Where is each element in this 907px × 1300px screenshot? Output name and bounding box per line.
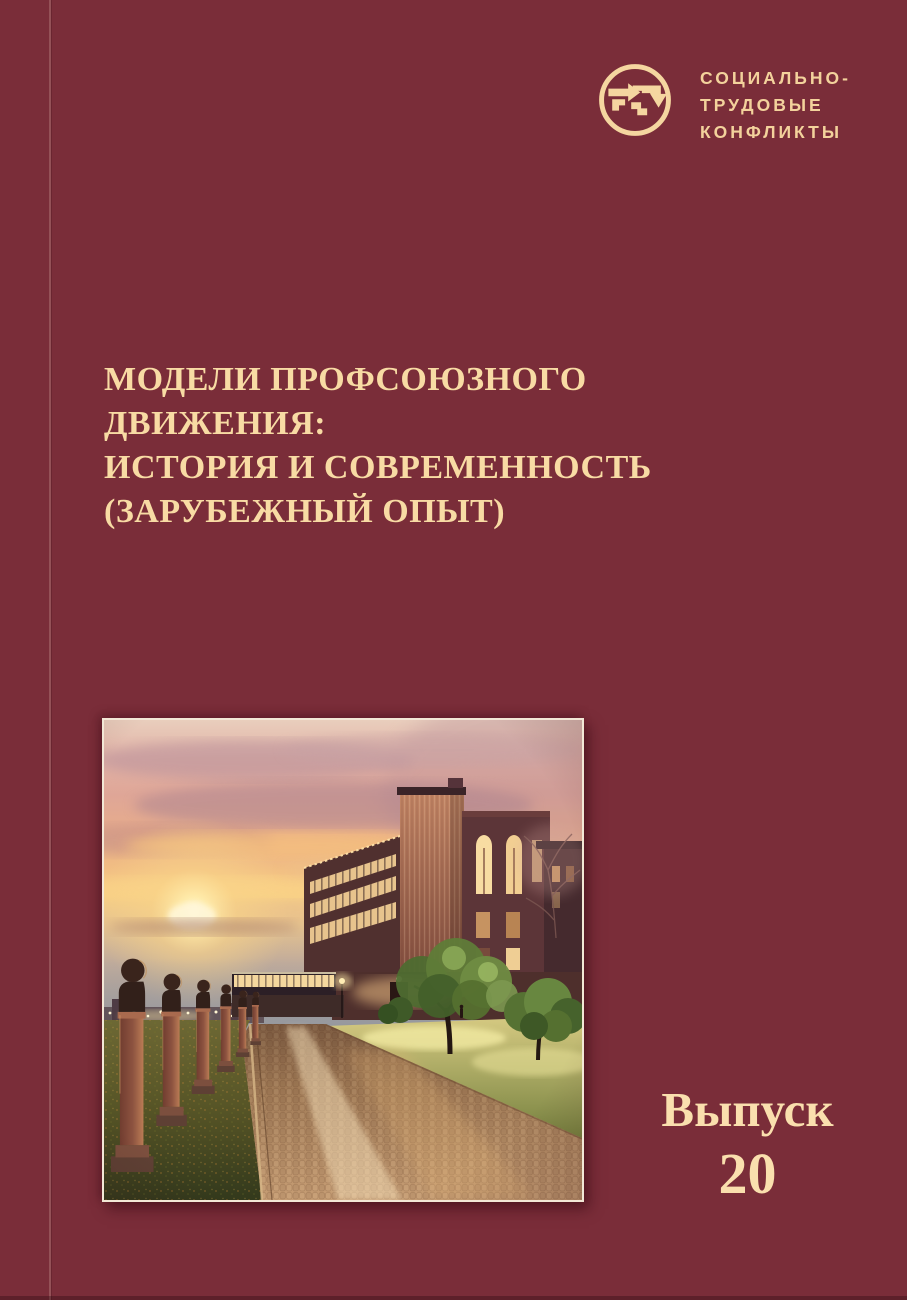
issue-number: 20 [718,1141,777,1207]
issue-label: Выпуск [661,1082,834,1137]
title-line: МОДЕЛИ ПРОФСОЮЗНОГО ДВИЖЕНИЯ: [104,361,587,442]
brand-block [597,62,851,146]
page-bottom-edge [0,1296,907,1300]
brand-line: КОНФЛИКТЫ [700,122,842,142]
brand-name [700,65,851,146]
book-title [104,358,804,534]
spine-crease [49,0,51,1300]
cover-photo [102,718,584,1202]
brand-line: СОЦИАЛЬНО- [700,68,851,88]
brand-line: ТРУДОВЫЕ [700,95,824,115]
issue-block [645,1082,850,1206]
social-labor-conflicts-logo-icon [597,62,673,138]
title-line: ИСТОРИЯ И СОВРЕМЕННОСТЬ [104,449,652,486]
title-line: (ЗАРУБЕЖНЫЙ ОПЫТ) [104,493,506,530]
cover-photo-illustration [104,720,582,1200]
